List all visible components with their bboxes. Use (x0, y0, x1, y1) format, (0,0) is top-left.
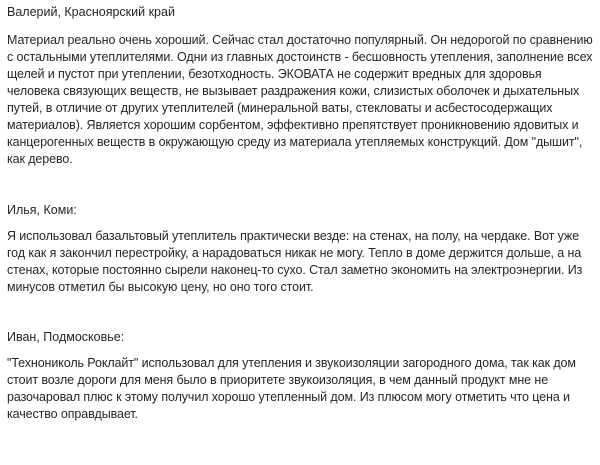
review-author: Иван, Подмосковье: (7, 330, 125, 344)
review-item (7, 329, 595, 423)
review-author: Валерий, Красноярский край (7, 5, 175, 19)
review-item (7, 202, 595, 296)
review-text: Материал реально очень хороший. Сейчас стал достаточно популярный. Он недорогой по сравнению с остальными утеплителями. Одни из главных достоинств - бесшовность утепления, заполнение всех щелей и пустот при утеплении, безотходность. ЭКОВАТА не содержит вредных для здоровья человека связующих веществ, не вызывает раздражения кожи, слизистых оболочек и дыхательных путей, в отличие от других утеплителей (минеральной ваты, стекловаты и асбестосодержащих материалов). Является хорошим сорбентом, эффективно препятствует проникновению ядовитых и канцерогенных веществ в окружающую среду из материала утепляемых конструкций. Дом "дышит", как дерево. (7, 33, 593, 166)
review-text: "Технониколь Роклайт" использовал для утепления и звукоизоляции загородного дома, так как дом стоит возле дороги для меня было в приоритете звукоизоляция, в чем данный продукт мне не разочаровал плюс к этому получил хорошо утепленный дом. Из плюсом могу отметить что цена и качество оправдывает. (7, 356, 576, 421)
reviews-document (7, 0, 595, 423)
review-author: Илья, Коми: (7, 203, 77, 217)
review-item (7, 0, 595, 168)
review-text: Я использовал базальтовый утеплитель практически везде: на стенах, на полу, на чердаке. Вот уже год как я закончил перестройку, а нарадоваться никак не могу. Тепло в доме держится дольше, а на стенах, которые постоянно сырели наконец-то сухо. Стал заметно экономить на электроэнергии. Из минусов отметил бы высокую цену, но оно того стоит. (7, 229, 583, 294)
